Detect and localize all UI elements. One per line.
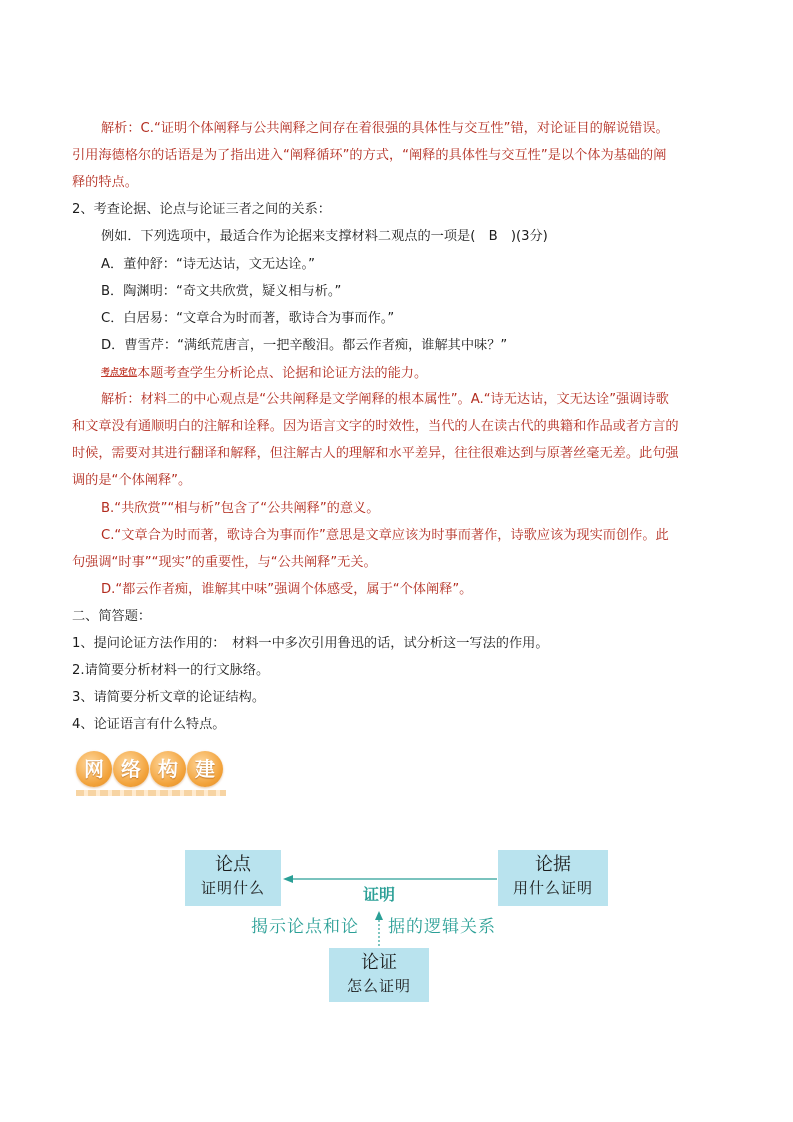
analysis-b: B.“共欣赏”“相与析”包含了“公共阐释”的意义。 <box>101 501 380 516</box>
analysis-top-line-2: 引用海德格尔的话语是为了指出进入“阐释循环”的方式，“阐释的具体性与交互性”是以个体为基础的阐 <box>72 148 667 163</box>
arrow-head-up <box>375 911 383 920</box>
short-answer-item-1: 1、提问论证方法作用的： 材料一中多次引用鲁迅的话，试分析这一写法的作用。 <box>72 636 549 651</box>
exam-point-text: 本题考查学生分析论点、论据和论证方法的能力。 <box>137 366 428 381</box>
section-2-heading: 2、考查论据、论点与论证三者之间的关系： <box>72 202 331 217</box>
analysis-top-line-3: 释的特点。 <box>72 175 138 190</box>
analysis-line-2: 和文章没有通顺明白的注解和诠释。因为语言文字的时效性，当代的人在读古代的典籍和作品或者方言的 <box>72 419 679 434</box>
box-thesis-sub: 证明什么 <box>200 879 265 897</box>
relation-text-left: 揭示论点和论 <box>251 917 359 937</box>
box-argument-sub: 怎么证明 <box>346 977 411 995</box>
short-answer-item-4: 4、论证语言有什么特点。 <box>72 717 226 732</box>
arrow-head-left <box>283 875 293 883</box>
badge-char-3: 构 <box>150 751 186 787</box>
analysis-c-1: C.“文章合为时而著，歌诗合为事而作”意思是文章应该为时事而著作，诗歌应该为现实而创作。此 <box>101 528 669 543</box>
badge-char-2: 络 <box>113 751 149 787</box>
analysis-line-1: 解析：材料二的中心观点是“公共阐释是文学阐释的根本属性”。A.“诗无达诂，文无达诠”强调诗歌 <box>101 392 669 407</box>
short-answer-item-3: 3、请简要分析文章的论证结构。 <box>72 690 266 705</box>
short-answer-item-2: 2.请简要分析材料一的行文脉络。 <box>72 663 270 678</box>
analysis-d: D.“都云作者痴，谁解其中味”强调个体感受，属于“个体阐释”。 <box>101 582 473 597</box>
option-b: B．陶渊明：“奇文共欣赏，疑义相与析。” <box>101 284 342 299</box>
box-argument-title: 论证 <box>361 952 397 973</box>
analysis-line-3: 时候，需要对其进行翻译和解释，但注解古人的理解和水平差异，往往很难达到与原著丝毫无差。此句强 <box>72 446 679 461</box>
option-c: C．白居易：“文章合为时而著，歌诗合为事而作。” <box>101 311 395 326</box>
badge-char-1: 网 <box>76 751 112 787</box>
option-d: D．曹雪芹：“满纸荒唐言，一把辛酸泪。都云作者痴，谁解其中味？” <box>101 338 508 353</box>
option-a: A．董仲舒：“诗无达诂，文无达诠。” <box>101 257 315 272</box>
example-question: 例如．下列选项中，最适合作为论据来支撑材料二观点的一项是( B )(3分) <box>101 229 548 244</box>
analysis-top-line-1: 解析：C.“证明个体阐释与公共阐释之间存在着很强的具体性与交互性”错，对论证目的解说错误。 <box>101 121 669 136</box>
analysis-c-2: 句强调“时事”“现实”的重要性，与“公共阐释”无关。 <box>72 555 377 570</box>
box-evidence-sub: 用什么证明 <box>512 879 593 897</box>
relation-text-right: 据的逻辑关系 <box>388 917 496 937</box>
box-evidence-title: 论据 <box>535 854 571 875</box>
short-answer-heading: 二、简答题： <box>72 609 152 624</box>
exam-point-tag: 考点定位 <box>101 368 138 378</box>
box-thesis-title: 论点 <box>215 854 251 875</box>
arrow-label-prove: 证明 <box>363 885 396 904</box>
badge-char-4: 建 <box>187 751 223 787</box>
analysis-line-4: 调的是“个体阐释”。 <box>72 473 192 488</box>
